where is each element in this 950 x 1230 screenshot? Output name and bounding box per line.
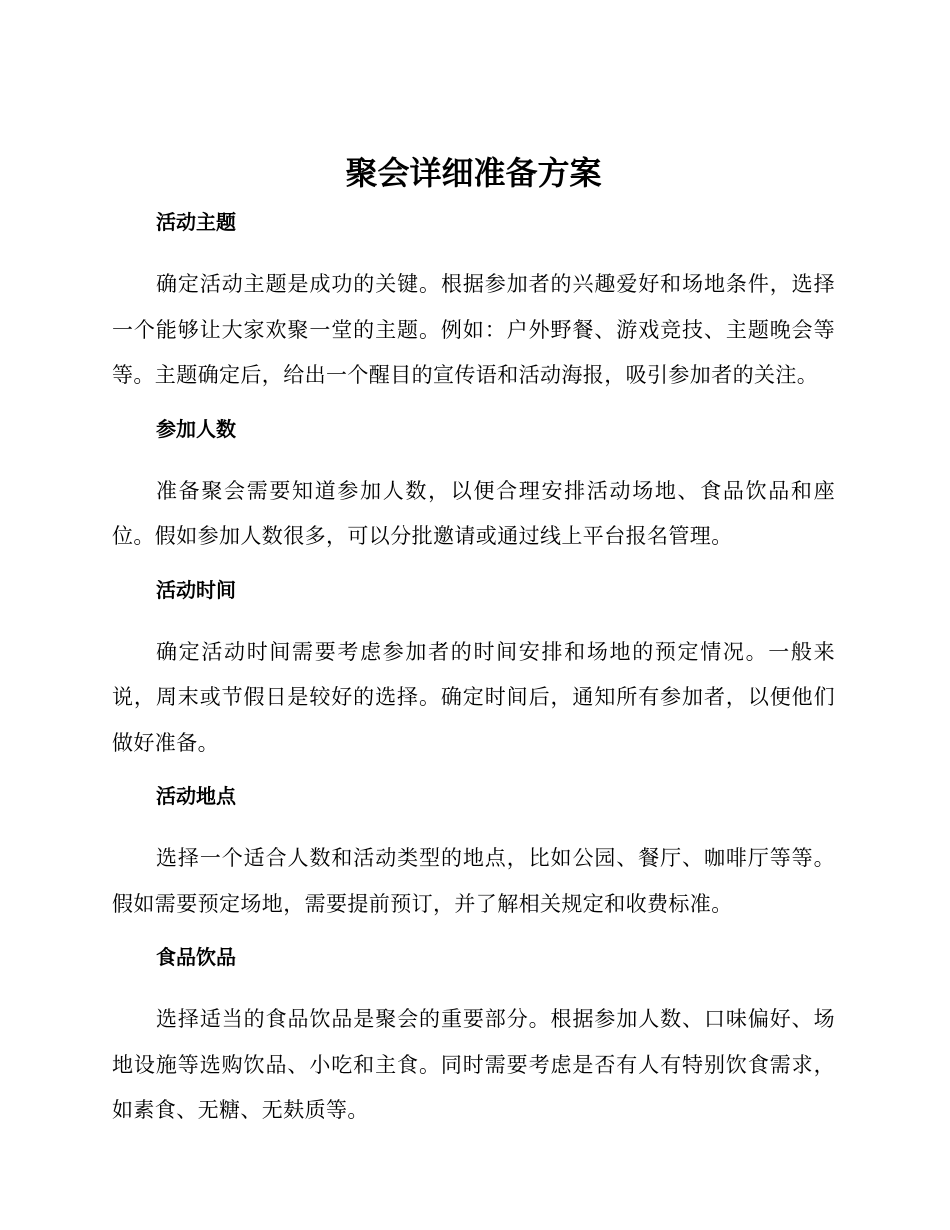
section-food-drinks [112, 943, 835, 1134]
section-heading: 活动时间 [156, 577, 236, 602]
section-body: 选择适当的食品饮品是聚会的重要部分。根据参加人数、口味偏好、场地设施等选购饮品、小吃和主食。同时需要考虑是否有人有特别饮食需求，如素食、无糖、无麸质等。 [112, 1007, 835, 1122]
section-attendance [112, 415, 835, 560]
section-body: 确定活动主题是成功的关键。根据参加者的兴趣爱好和场地条件，选择一个能够让大家欢聚一堂的主题。例如：户外野餐、游戏竞技、主题晚会等等。主题确定后，给出一个醒目的宣传语和活动海报，吸引参加者的关注。 [112, 272, 835, 387]
section-body: 确定活动时间需要考虑参加者的时间安排和场地的预定情况。一般来说，周末或节假日是较好的选择。确定时间后，通知所有参加者，以便他们做好准备。 [112, 639, 835, 755]
section-time [112, 576, 835, 767]
section-heading: 活动地点 [156, 784, 236, 808]
section-heading: 活动主题 [156, 210, 236, 234]
section-theme [112, 208, 835, 399]
section-body: 准备聚会需要知道参加人数，以便合理安排活动场地、食品饮品和座位。假如参加人数很多，可以分批邀请或通过线上平台报名管理。 [112, 478, 835, 548]
section-body: 选择一个适合人数和活动类型的地点，比如公园、餐厅、咖啡厅等等。假如需要预定场地，需要提前预订，并了解相关规定和收费标准。 [112, 846, 835, 916]
section-heading: 食品饮品 [156, 945, 236, 969]
section-location [112, 782, 835, 927]
section-heading: 参加人数 [156, 416, 236, 441]
document-title: 聚会详细准备方案 [345, 154, 602, 192]
